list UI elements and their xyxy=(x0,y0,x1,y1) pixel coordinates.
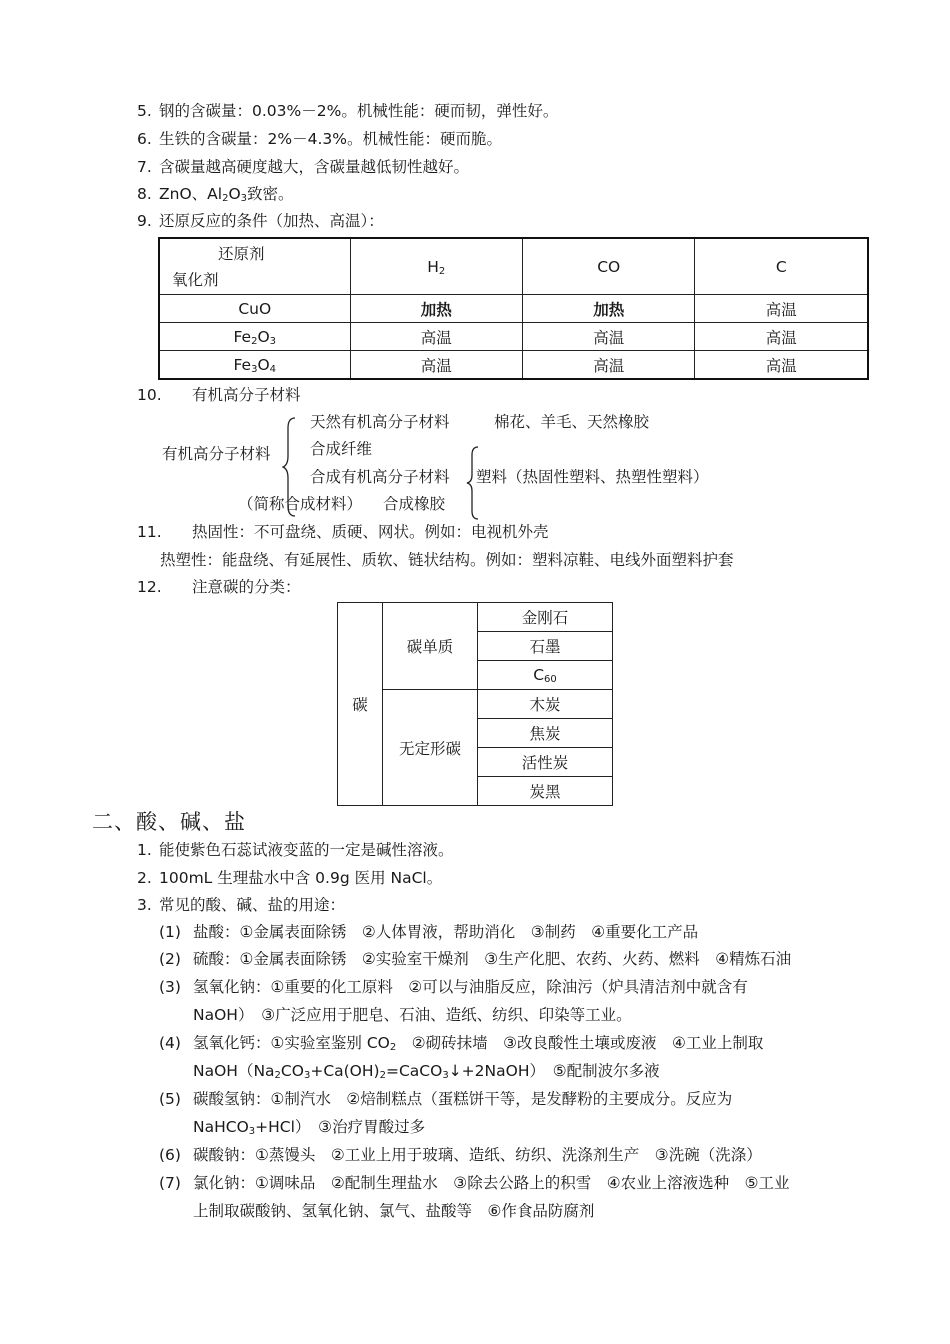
item-text: 钢的含碳量：0.03%－2%。机械性能：硬而韧，弹性好。 xyxy=(159,102,559,120)
table-cell: 炭黑 xyxy=(478,777,613,806)
group-cell: 无定形碳 xyxy=(383,690,478,806)
use-text: 硫酸：①金属表面除锈 ②实验室干燥剂 ③生产化肥、农药、火药、燃料 ④精炼石油 xyxy=(193,950,792,968)
item-number: 2. xyxy=(137,869,152,887)
item-text: 热塑性：能盘绕、有延展性、质软、链状结构。例如：塑料凉鞋、电线外面塑料护套 xyxy=(160,551,734,569)
use-number: (1) xyxy=(159,923,181,941)
table-cell: 高温 xyxy=(522,323,695,351)
use-number: (7) xyxy=(159,1174,181,1192)
column-header: CO xyxy=(522,238,695,295)
carbon-classification-table xyxy=(337,602,613,806)
column-header: $H_2$ xyxy=(350,238,522,295)
corner-bottom-label: 氧化剂 xyxy=(172,271,219,289)
item-text: 含碳量越高硬度越大，含碳量越低韧性越好。 xyxy=(159,158,470,176)
item-title: 有机高分子材料 xyxy=(192,386,301,404)
item-text: 还原反应的条件（加热、高温）： xyxy=(159,212,384,230)
tree-root: 有机高分子材料 xyxy=(162,445,271,463)
table-row xyxy=(159,323,868,351)
use-text: 氢氧化钙：①实验室鉴别 $CO_2$ ②砌砖抹墙 ③改良酸性土壤或废液 ④工业上制取 xyxy=(193,1034,764,1053)
item-text: 100mL 生理盐水中含 0.9g 医用 NaCl。 xyxy=(159,869,443,887)
tree-root-note: （简称合成材料） xyxy=(238,495,363,513)
use-text: 盐酸：①金属表面除锈 ②人体胃液，帮助消化 ③制药 ④重要化工产品 xyxy=(193,923,699,941)
table-row xyxy=(159,295,868,323)
table-cell: 高温 xyxy=(695,295,868,323)
item-number: 5. xyxy=(137,102,152,120)
use-text: $NaOH(Na_2CO_3+Ca(OH)_2=CaCO_3↓+2NaOH)$ ⑤配制波尔多液 xyxy=(193,1062,660,1081)
use-text: 氢氧化钠：①重要的化工原料 ②可以与油脂反应，除油污（炉具清洁剂中就含有 xyxy=(193,978,748,996)
row-header: CuO xyxy=(159,295,350,323)
item-number: 11. xyxy=(137,523,162,541)
item-text: 生铁的含碳量：2%－4.3%。机械性能：硬而脆。 xyxy=(159,130,502,148)
item-number: 9. xyxy=(137,212,152,230)
table-cell: 加热 xyxy=(522,295,695,323)
tree-branch-plastic: 塑料（热固性塑料、热塑性塑料） xyxy=(476,468,709,486)
item-number: 6. xyxy=(137,130,152,148)
table-cell: 高温 xyxy=(350,323,522,351)
use-text: 上制取碳酸钠、氢氧化钠、氯气、盐酸等 ⑥作食品防腐剂 xyxy=(193,1202,595,1220)
table-cell: 活性炭 xyxy=(478,748,613,777)
item-text: 能使紫色石蕊试液变蓝的一定是碱性溶液。 xyxy=(159,841,454,859)
table-cell: 木炭 xyxy=(478,690,613,719)
table-cell: 高温 xyxy=(522,351,695,380)
item-number: 7. xyxy=(137,158,152,176)
use-text: NaOH） ③广泛应用于肥皂、石油、造纸、纺织、印染等工业。 xyxy=(193,1006,632,1024)
column-header: C xyxy=(695,238,868,295)
table-cell: 高温 xyxy=(695,351,868,380)
item-text: 热固性：不可盘绕、质硬、网状。例如：电视机外壳 xyxy=(192,523,549,541)
table-cell: 高温 xyxy=(350,351,522,380)
use-text: 碳酸氢钠：①制汽水 ②焙制糕点（蛋糕饼干等，是发酵粉的主要成分。反应为 xyxy=(193,1090,733,1108)
table-cell: 金刚石 xyxy=(478,603,613,632)
use-number: (6) xyxy=(159,1146,181,1164)
use-number: (2) xyxy=(159,950,181,968)
left-brace-icon xyxy=(282,414,298,520)
table-corner-cell xyxy=(159,238,350,295)
reduction-conditions-table xyxy=(158,237,869,380)
carbon-root-cell: 碳 xyxy=(338,603,383,806)
table-row xyxy=(159,351,868,380)
use-number: (4) xyxy=(159,1034,181,1052)
tree-branch-synthetic: 合成有机高分子材料 xyxy=(310,468,450,486)
table-cell: 焦炭 xyxy=(478,719,613,748)
item-number: 3. xyxy=(137,896,152,914)
use-number: (3) xyxy=(159,978,181,996)
tree-branch-rubber: 合成橡胶 xyxy=(383,495,446,513)
item-number: 12. xyxy=(137,578,162,596)
corner-top-label: 还原剂 xyxy=(218,245,265,263)
table-cell: 石墨 xyxy=(478,632,613,661)
group-cell: 碳单质 xyxy=(383,603,478,690)
section-heading: 二、酸、碱、盐 xyxy=(92,810,246,834)
item-number: 8. xyxy=(137,185,152,203)
tree-branch-natural-examples: 棉花、羊毛、天然橡胶 xyxy=(494,413,650,431)
use-text: 氯化钠：①调味品 ②配制生理盐水 ③除去公路上的积雪 ④农业上溶液选种 ⑤工业 xyxy=(193,1174,790,1192)
table-cell: 加热 xyxy=(350,295,522,323)
row-header: $Fe_3O_4$ xyxy=(159,351,350,380)
item-number: 1. xyxy=(137,841,152,859)
tree-branch-natural: 天然有机高分子材料 xyxy=(310,413,450,431)
row-header: $Fe_2O_3$ xyxy=(159,323,350,351)
table-cell: 高温 xyxy=(695,323,868,351)
use-number: (5) xyxy=(159,1090,181,1108)
item-text: 常见的酸、碱、盐的用途： xyxy=(159,896,346,914)
item-number: 10. xyxy=(137,386,162,404)
use-text: 碳酸钠：①蒸馒头 ②工业上用于玻璃、造纸、纺织、洗涤剂生产 ③洗碗（洗涤） xyxy=(193,1146,762,1164)
item-text: 注意碳的分类： xyxy=(192,578,301,596)
use-text: NaHCO$_3$+HCl） ③治疗胃酸过多 xyxy=(193,1118,426,1137)
tree-branch-fiber: 合成纤维 xyxy=(310,440,373,458)
table-cell: $C_{60}$ xyxy=(478,661,613,690)
item-text: ZnO、$Al_2O_3$致密。 xyxy=(159,185,294,204)
